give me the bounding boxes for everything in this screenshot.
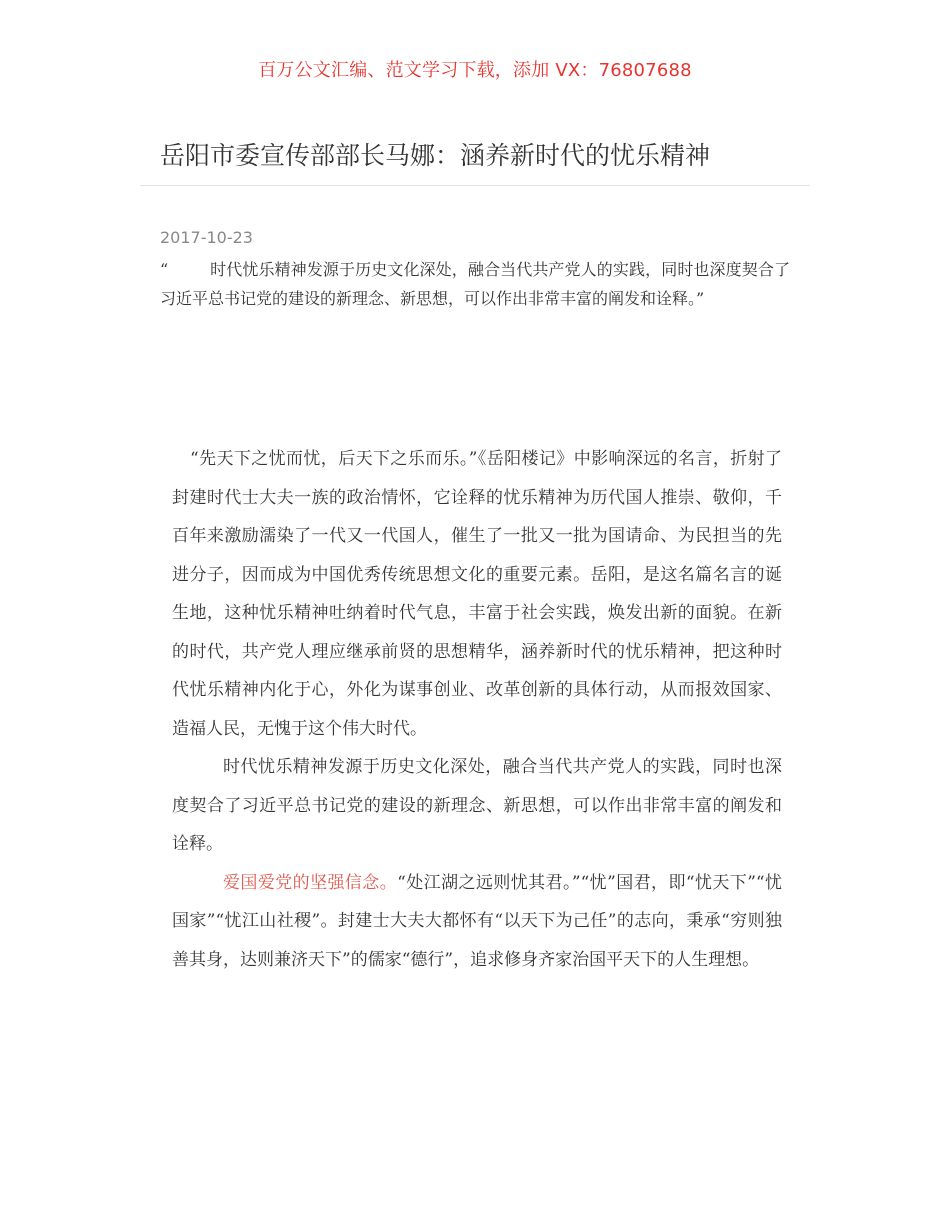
section-heading-highlight: 爱国爱党的坚强信念。	[223, 872, 398, 893]
body-paragraph-3	[172, 864, 782, 980]
summary-text: 时代忧乐精神发源于历史文化深处，融合当代共产党人的实践，同时也深度契合了习近平总书记党的建设的新理念、新思想，可以作出非常丰富的阐发和诠释。”	[160, 260, 790, 308]
watermark-banner: 百万公文汇编、范文学习下载，添加 VX：76807688	[258, 60, 692, 81]
body-paragraph-1: “先天下之忧而忧，后天下之乐而乐。”《岳阳楼记》中影响深远的名言，折射了封建时代士大夫一族的政治情怀，它诠释的忧乐精神为历代国人推崇、敬仰，千百年来激励濡染了一代又一代国人，催生了一批又一批为国请命、为民担当的先进分子，因而成为中国优秀传统思想文化的重要元素。岳阳，是这名篇名言的诞生地，这种忧乐精神吐纳着时代气息，丰富于社会实践，焕发出新的面貌。在新的时代，共产党人理应继承前贤的思想精华，涵养新时代的忧乐精神，把这种时代忧乐精神内化于心，外化为谋事创业、改革创新的具体行动，从而报效国家、造福人民，无愧于这个伟大时代。	[172, 449, 782, 739]
body-paragraph-3-text: “处江湖之远则忧其君。”“忧”国君，即“忧天下”“忧国家”“忧江山社稷”。封建士大夫大都怀有“以天下为己任”的志向，秉承“穷则独善其身，达则兼济天下”的儒家“德行”，追求修身齐家治国平天下的人生理想。	[172, 872, 782, 970]
article-body	[172, 440, 782, 979]
summary-open-quote: “	[160, 260, 169, 279]
body-paragraph-2: 时代忧乐精神发源于历史文化深处，融合当代共产党人的实践，同时也深度契合了习近平总书记党的建设的新理念、新思想，可以作出非常丰富的阐发和诠释。	[172, 757, 782, 854]
article-title: 岳阳市委宣传部部长马娜：涵养新时代的忧乐精神	[160, 141, 711, 170]
article-summary	[160, 256, 790, 313]
article-date: 2017-10-23	[160, 228, 253, 247]
title-divider	[140, 185, 810, 186]
